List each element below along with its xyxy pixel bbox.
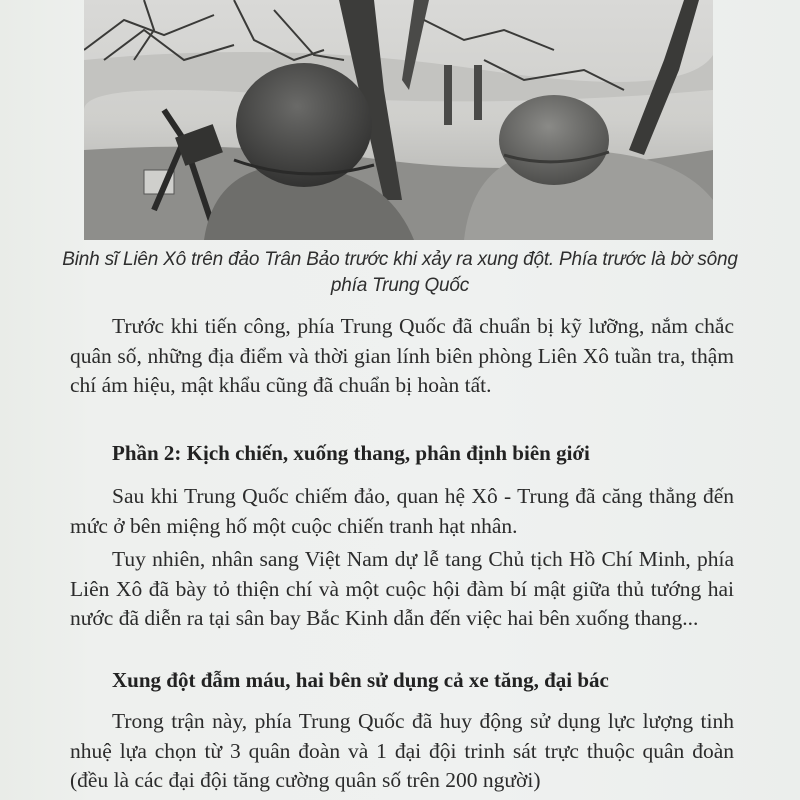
photo-soviet-soldiers [84,0,713,240]
paragraph-text: Sau khi Trung Quốc chiếm đảo, quan hệ Xô - Trung đã căng thẳng đến mức ở bên miệng hố một cuộc chiến tranh hạt nhân. [70,484,734,538]
paragraph [70,545,734,634]
paragraph-text: Trong trận này, phía Trung Quốc đã huy động sử dụng lực lượng tinh nhuệ lựa chọn từ 3 quân đoàn và 1 đại đội trinh sát trực thuộc quân đoàn (đều là các đại đội tăng cường quân số trên 200 người) [70,709,734,792]
paragraph [70,482,734,541]
section-heading: Phần 2: Kịch chiến, xuống thang, phân định biên giới [112,441,590,465]
photo-soldiers-icon [84,0,713,240]
paragraph [70,312,734,401]
photo-caption: Binh sĩ Liên Xô trên đảo Trân Bảo trước khi xảy ra xung đột. Phía trước là bờ sông phía Trung Quốc [62,249,738,296]
section-heading: Xung đột đẫm máu, hai bên sử dụng cả xe tăng, đại bác [112,668,609,692]
paragraph-text: Trước khi tiến công, phía Trung Quốc đã chuẩn bị kỹ lưỡng, nắm chắc quân số, những địa điểm và thời gian lính biên phòng Liên Xô tuần tra, thậm chí ám hiệu, mật khẩu cũng đã chuẩn bị hoàn tất. [70,314,734,397]
paragraph-text: Tuy nhiên, nhân sang Việt Nam dự lễ tang Chủ tịch Hồ Chí Minh, phía Liên Xô đã bày tỏ thiện chí và một cuộc hội đàm bí mật giữa thủ tướng hai nước đã diễn ra tại sân bay Bắc Kinh dẫn đến việc hai bên xuống thang... [70,547,734,630]
paragraph [70,707,734,796]
